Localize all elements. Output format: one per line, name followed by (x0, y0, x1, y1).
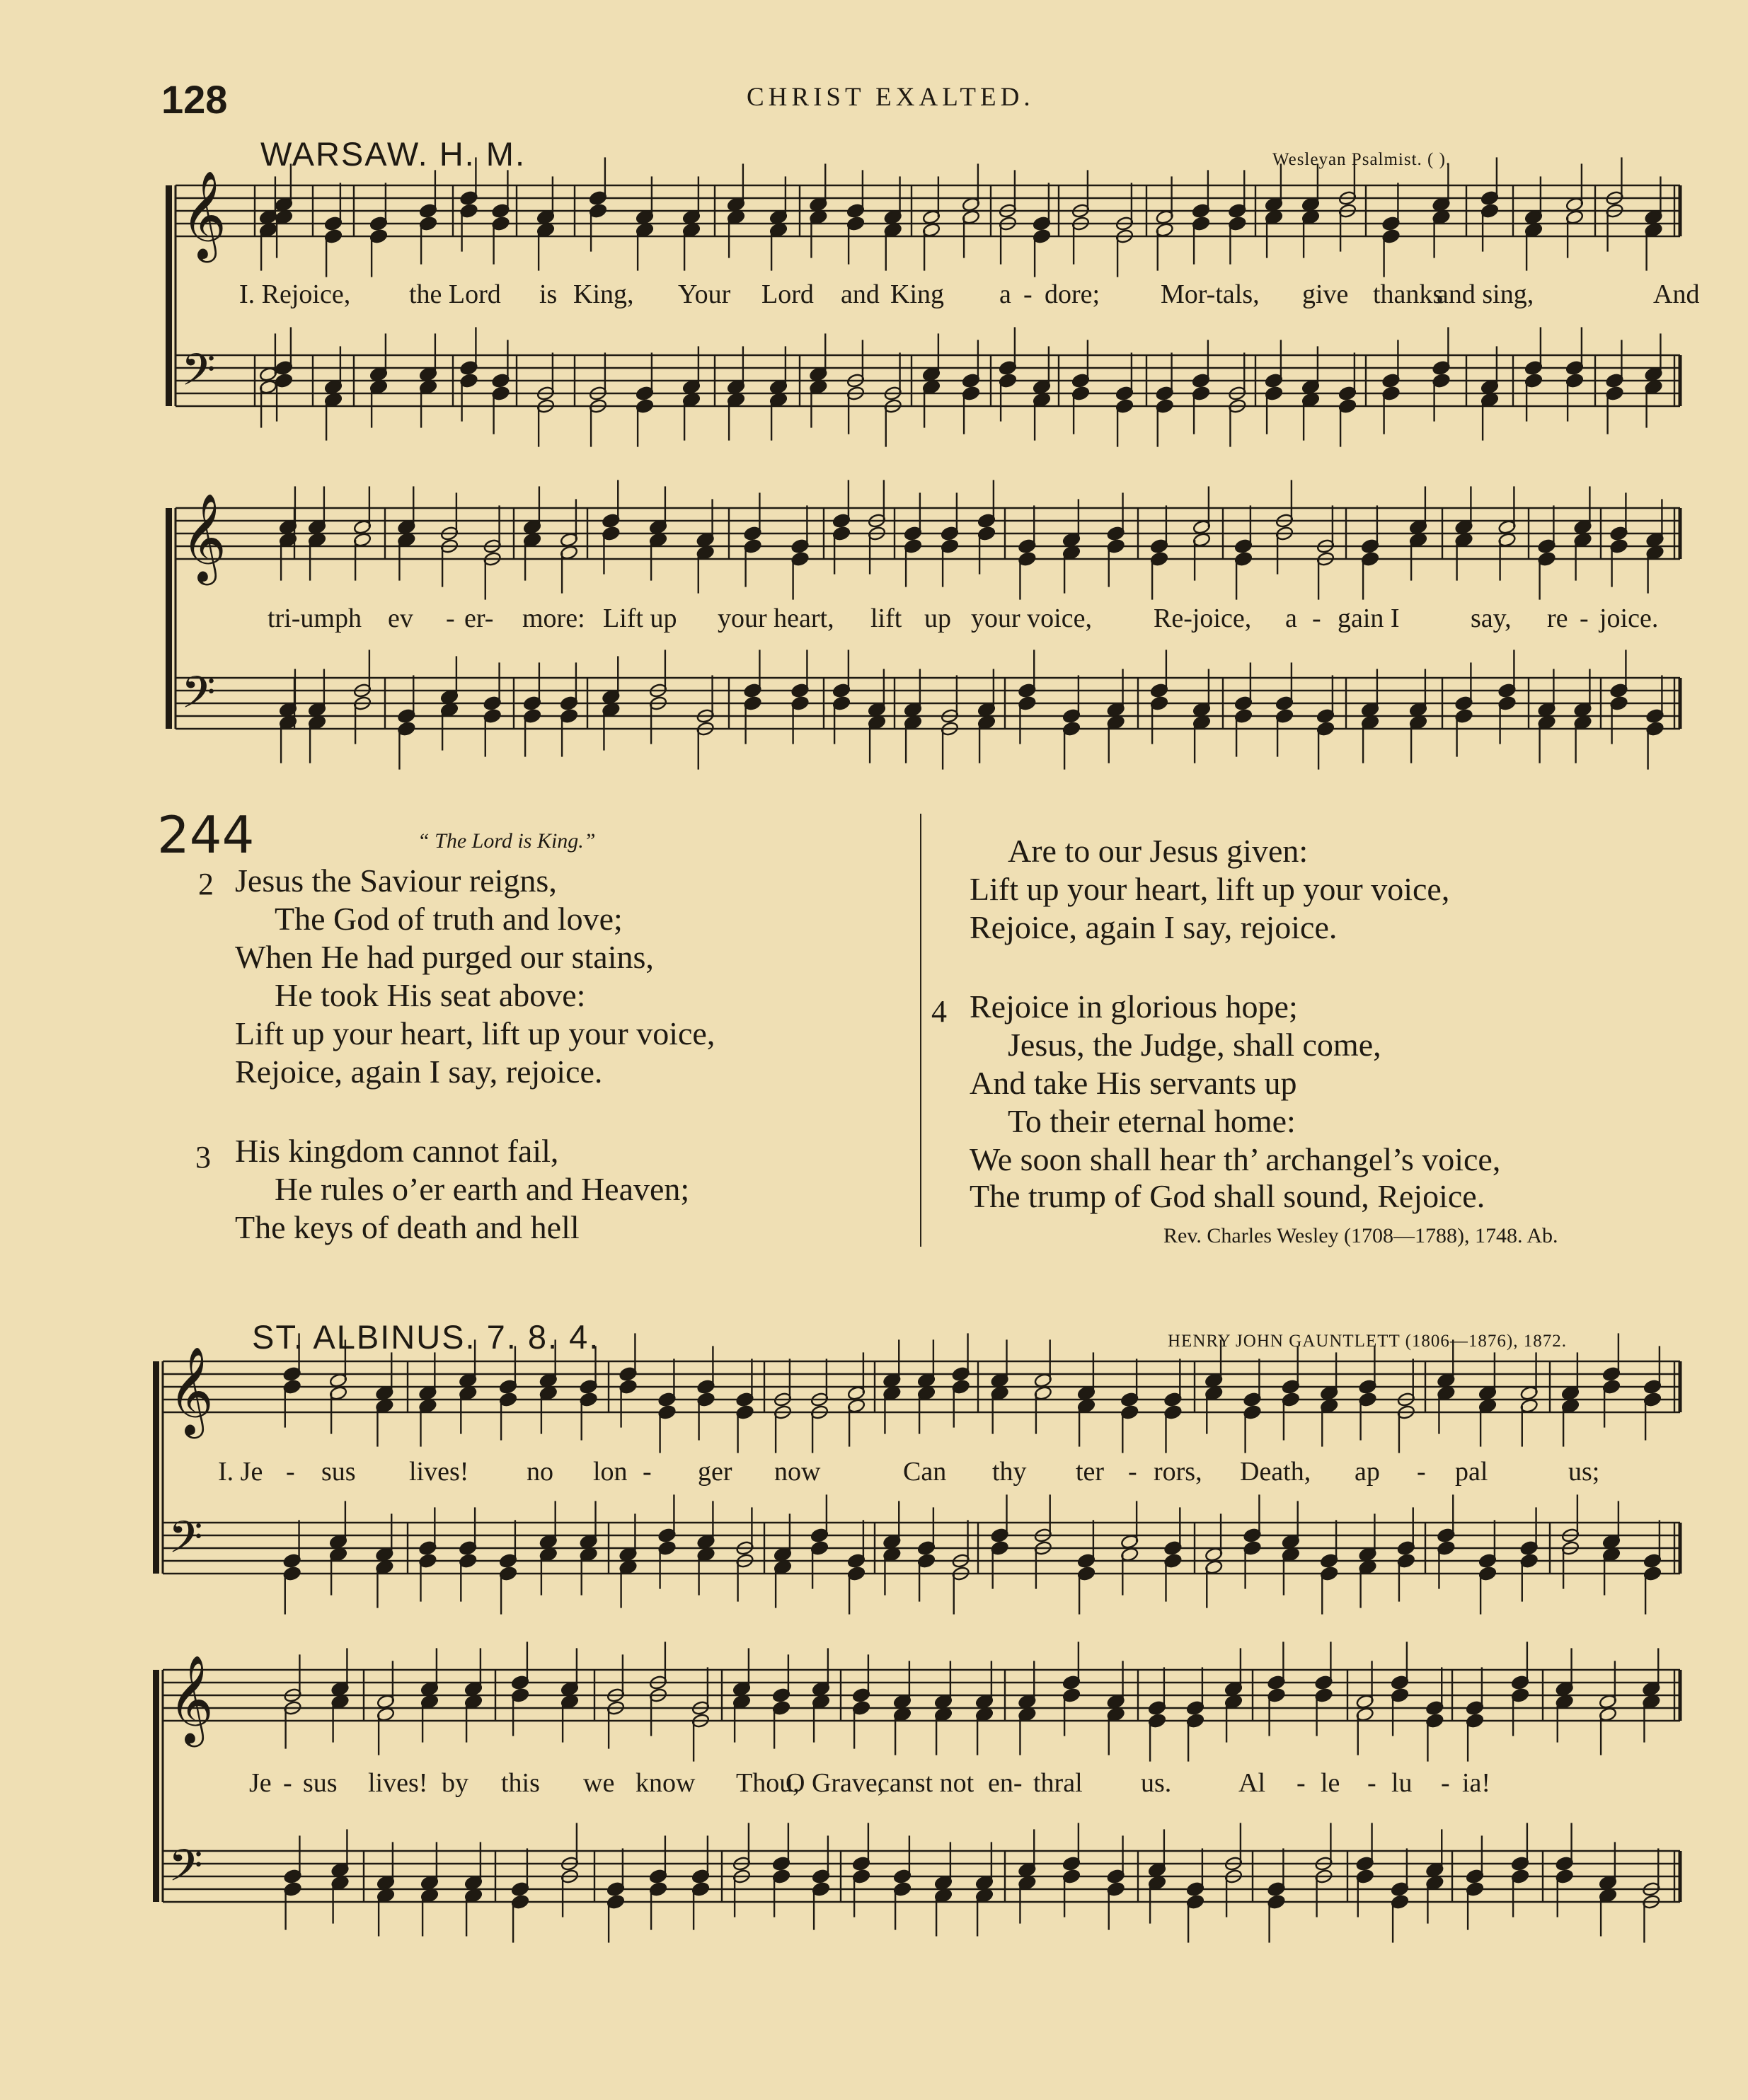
lyric-syllable: give (1302, 279, 1349, 309)
lyric-syllable: Je (249, 1768, 272, 1798)
lyric-syllable: - (1128, 1457, 1137, 1487)
bass-clef-icon: 𝄢 (168, 1511, 203, 1574)
tune1-credit: Wesleyan Psalmist. ( ). (1272, 150, 1451, 169)
lyric-syllable: Mor-tals, (1161, 279, 1260, 309)
verse-line: He rules o’er earth and Heaven; (275, 1171, 690, 1207)
lyric-syllable: Lift up (603, 604, 677, 633)
lyric-syllable: Re-joice, (1154, 604, 1252, 633)
lyric-syllable: thral (1033, 1768, 1083, 1798)
lyric-syllable: us. (1141, 1768, 1172, 1798)
lyric-syllable: ter (1076, 1457, 1105, 1487)
lyric-syllable: Your (678, 279, 731, 309)
lyric-syllable: - (643, 1457, 652, 1487)
verse-line: When He had purged our stains, (235, 939, 654, 975)
lyric-syllable: thy (992, 1457, 1027, 1487)
tune2-lyrics-line1 (0, 1456, 1748, 1492)
verse-line: Rejoice, again I say, rejoice. (970, 909, 1338, 945)
treble-clef-icon: 𝄞 (168, 1346, 214, 1435)
tune2-title: ST. ALBINUS. 7. 8. 4. (252, 1318, 600, 1356)
verse-line: We soon shall hear th’ archangel’s voice, (970, 1141, 1501, 1177)
verse-line: Are to our Jesus given: (1008, 833, 1309, 869)
lyric-syllable: - (1296, 1768, 1306, 1798)
verse-line: The keys of death and hell (235, 1209, 580, 1245)
page-number: 128 (161, 77, 228, 122)
lyric-syllable: pal (1455, 1457, 1488, 1487)
verse-line: And take His servants up (970, 1065, 1297, 1101)
lyric-syllable: - (286, 1457, 295, 1487)
lyric-syllable: King (890, 279, 944, 309)
lyric-syllable: - (1023, 279, 1033, 309)
lyric-syllable: know (636, 1768, 696, 1798)
bass-clef-icon: 𝄢 (181, 667, 216, 729)
running-head: CHRIST EXALTED. (747, 83, 1035, 112)
bass-clef-icon: 𝄢 (168, 1840, 203, 1902)
treble-clef-icon: 𝄞 (168, 1655, 214, 1743)
verse-line: Lift up your heart, lift up your voice, (235, 1015, 715, 1051)
lyric-syllable: And (1653, 279, 1700, 309)
lyric-syllable: sus (321, 1457, 356, 1487)
lyric-syllable: sus (303, 1768, 338, 1798)
tune1-lyrics-line2 (0, 603, 1748, 638)
lyric-syllable: this (501, 1768, 540, 1798)
lyric-syllable: canst not (878, 1768, 974, 1798)
lyric-syllable: the Lord (409, 279, 501, 309)
bass-clef-icon: 𝄢 (181, 344, 216, 406)
lyric-syllable: - (1417, 1457, 1426, 1487)
verse-line: To their eternal home: (1008, 1103, 1296, 1139)
lyric-syllable: and sing, (1437, 279, 1534, 309)
verse-line: His kingdom cannot fail, (235, 1133, 559, 1169)
lyric-syllable: lives! (368, 1768, 428, 1798)
lyric-syllable: rors, (1154, 1457, 1202, 1487)
lyric-syllable: thanks (1373, 279, 1444, 309)
lyric-syllable: - (446, 604, 455, 633)
tune2-lyrics-line2 (0, 1767, 1748, 1803)
lyric-syllable: O Grave, (786, 1768, 885, 1798)
lyric-syllable: Al (1238, 1768, 1265, 1798)
tune1-title: WARSAW. H. M. (260, 135, 527, 173)
verse-line: He took His seat above: (275, 977, 586, 1013)
lyric-syllable: and (841, 279, 880, 309)
lyric-syllable: now (774, 1457, 821, 1487)
lyric-syllable: a (1285, 604, 1297, 633)
verse-number: 4 (931, 994, 947, 1029)
hymn-number: 244 (157, 805, 255, 865)
lyric-syllable: say, (1471, 604, 1512, 633)
lyric-syllable: by (442, 1768, 468, 1798)
treble-clef-icon: 𝄞 (181, 171, 226, 259)
lyric-syllable: le (1321, 1768, 1340, 1798)
verse-line: Lift up your heart, lift up your voice, (970, 871, 1450, 907)
lyric-syllable: up (924, 604, 951, 633)
lyric-syllable: ap (1355, 1457, 1380, 1487)
hymn-attribution: Rev. Charles Wesley (1708—1788), 1748. Ab. (1163, 1224, 1558, 1247)
lyric-syllable: - (283, 1768, 292, 1798)
verse-line: Jesus the Saviour reigns, (235, 862, 557, 899)
lyric-syllable: I. Rejoice, (239, 279, 351, 309)
lyric-syllable: lives! (409, 1457, 469, 1487)
lyric-syllable: Thou, (736, 1768, 800, 1798)
verse-line: The God of truth and love; (275, 901, 623, 937)
lyric-syllable: ger (698, 1457, 732, 1487)
lyric-syllable: Lord (761, 279, 814, 309)
lyric-syllable: tri-umph (268, 604, 362, 633)
lyric-syllable: Death, (1240, 1457, 1311, 1487)
lyric-syllable: a (999, 279, 1011, 309)
lyric-syllable: your voice, (971, 604, 1092, 633)
lyric-syllable: is (539, 279, 558, 309)
lyric-syllable: lift (870, 604, 902, 633)
lyric-syllable: Can (903, 1457, 947, 1487)
lyric-syllable: joice. (1599, 604, 1659, 633)
lyric-syllable: er- (464, 604, 494, 633)
lyric-syllable: no (527, 1457, 553, 1487)
lyric-syllable: - (1441, 1768, 1450, 1798)
lyric-syllable: King, (573, 279, 634, 309)
treble-clef-icon: 𝄞 (181, 493, 226, 582)
lyric-syllable: ia! (1462, 1768, 1491, 1798)
lyric-syllable: - (1312, 604, 1321, 633)
verse-line: Rejoice, again I say, rejoice. (235, 1054, 603, 1090)
verse-line: Rejoice in glorious hope; (970, 988, 1298, 1025)
verse-line: The trump of God shall sound, Rejoice. (970, 1178, 1485, 1214)
verse-line: Jesus, the Judge, shall come, (1008, 1027, 1381, 1063)
lyric-syllable: ev (388, 604, 413, 633)
lyric-syllable: dore; (1045, 279, 1100, 309)
lyric-syllable: - (1580, 604, 1589, 633)
verse-number: 2 (198, 867, 214, 901)
lyric-syllable: us; (1568, 1457, 1600, 1487)
lyric-syllable: re (1547, 604, 1568, 633)
tune2-credit: HENRY JOHN GAUNTLETT (1806—1876), 1872. (1168, 1332, 1567, 1351)
lyric-syllable: your heart, (718, 604, 834, 633)
lyric-syllable: en- (988, 1768, 1023, 1798)
lyric-syllable: lon (593, 1457, 628, 1487)
hymn-subtitle: “ The Lord is King.” (418, 829, 596, 853)
lyric-syllable: we (583, 1768, 615, 1798)
column-divider (920, 814, 921, 1247)
lyric-syllable: I. Je (218, 1457, 263, 1487)
verse-number: 3 (195, 1140, 211, 1175)
tune1-lyrics-line1 (0, 279, 1748, 314)
lyric-syllable: lu (1391, 1768, 1413, 1798)
lyric-syllable: - (1367, 1768, 1376, 1798)
lyric-syllable: gain I (1338, 604, 1400, 633)
lyric-syllable: more: (522, 604, 585, 633)
